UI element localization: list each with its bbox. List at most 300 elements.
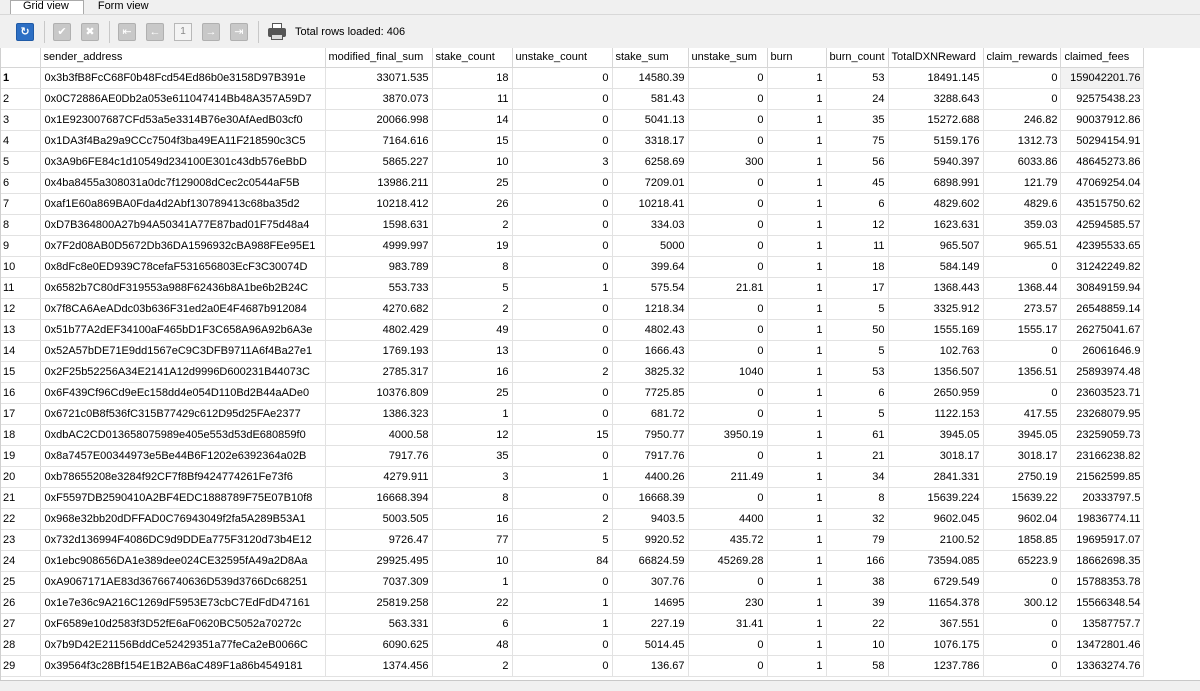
table-cell[interactable]: 23259059.73: [1061, 424, 1144, 445]
table-cell[interactable]: 6729.549: [888, 571, 983, 592]
table-cell[interactable]: 1312.73: [983, 130, 1061, 151]
table-cell[interactable]: 45269.28: [688, 550, 767, 571]
table-cell[interactable]: 1: [767, 256, 826, 277]
page-number-input[interactable]: 1: [174, 23, 192, 41]
column-header[interactable]: unstake_count: [512, 48, 612, 67]
table-cell[interactable]: 11: [826, 235, 888, 256]
table-cell[interactable]: 0: [983, 256, 1061, 277]
table-cell[interactable]: 12: [826, 214, 888, 235]
table-cell[interactable]: 1: [767, 172, 826, 193]
table-cell[interactable]: 0: [512, 445, 612, 466]
table-cell[interactable]: 2: [432, 655, 512, 676]
table-cell[interactable]: 0: [688, 571, 767, 592]
table-cell[interactable]: 1: [767, 67, 826, 88]
table-cell[interactable]: 553.733: [325, 277, 432, 298]
table-cell[interactable]: 334.03: [612, 214, 688, 235]
table-row[interactable]: [0, 130, 1144, 151]
table-cell[interactable]: 19: [432, 235, 512, 256]
table-cell[interactable]: 7917.76: [612, 445, 688, 466]
table-row[interactable]: [0, 550, 1144, 571]
table-cell[interactable]: 18662698.35: [1061, 550, 1144, 571]
table-cell[interactable]: 0: [688, 109, 767, 130]
cell-sender-address[interactable]: 0x1e7e36c9A216C1269dF5953E73cbC7EdFdD47161: [40, 592, 325, 613]
table-row[interactable]: [0, 529, 1144, 550]
table-cell[interactable]: 1386.323: [325, 403, 432, 424]
table-cell[interactable]: 4999.997: [325, 235, 432, 256]
table-cell[interactable]: 0: [688, 382, 767, 403]
table-cell[interactable]: 1: [767, 403, 826, 424]
table-cell[interactable]: 2750.19: [983, 466, 1061, 487]
table-cell[interactable]: 1: [767, 424, 826, 445]
table-cell[interactable]: 53: [826, 361, 888, 382]
table-cell[interactable]: 10376.809: [325, 382, 432, 403]
table-cell[interactable]: 2785.317: [325, 361, 432, 382]
cell-sender-address[interactable]: 0xD7B364800A27b94A50341A77E87bad01F75d48a4: [40, 214, 325, 235]
table-cell[interactable]: 0: [688, 487, 767, 508]
table-cell[interactable]: 399.64: [612, 256, 688, 277]
table-cell[interactable]: 0: [512, 256, 612, 277]
table-cell[interactable]: 5003.505: [325, 508, 432, 529]
table-cell[interactable]: 3018.17: [888, 445, 983, 466]
table-cell[interactable]: 1: [512, 613, 612, 634]
column-header[interactable]: burn_count: [826, 48, 888, 67]
table-cell[interactable]: 18: [826, 256, 888, 277]
table-cell[interactable]: 48645273.86: [1061, 151, 1144, 172]
table-cell[interactable]: 43515750.62: [1061, 193, 1144, 214]
table-cell[interactable]: 2100.52: [888, 529, 983, 550]
table-row[interactable]: [0, 424, 1144, 445]
table-row[interactable]: [0, 634, 1144, 655]
table-cell[interactable]: 1: [767, 655, 826, 676]
table-cell[interactable]: 0: [512, 109, 612, 130]
table-cell[interactable]: 4000.58: [325, 424, 432, 445]
table-cell[interactable]: 0: [512, 235, 612, 256]
table-row[interactable]: [0, 403, 1144, 424]
cell-sender-address[interactable]: 0x7f8CA6AeADdc03b636F31ed2a0E4F4687b912084: [40, 298, 325, 319]
data-grid[interactable]: [0, 48, 1200, 680]
table-cell[interactable]: 0: [512, 319, 612, 340]
table-cell[interactable]: 1122.153: [888, 403, 983, 424]
table-cell[interactable]: 5159.176: [888, 130, 983, 151]
table-cell[interactable]: 0: [983, 382, 1061, 403]
table-cell[interactable]: 4279.911: [325, 466, 432, 487]
table-cell[interactable]: 1623.631: [888, 214, 983, 235]
table-cell[interactable]: 3: [512, 151, 612, 172]
table-cell[interactable]: 0: [688, 235, 767, 256]
table-cell[interactable]: 1: [767, 487, 826, 508]
table-cell[interactable]: 17: [826, 277, 888, 298]
table-cell[interactable]: 4829.6: [983, 193, 1061, 214]
table-cell[interactable]: 14: [432, 109, 512, 130]
table-cell[interactable]: 26275041.67: [1061, 319, 1144, 340]
table-cell[interactable]: 1: [767, 151, 826, 172]
table-cell[interactable]: 22: [826, 613, 888, 634]
table-cell[interactable]: 1: [767, 550, 826, 571]
table-cell[interactable]: 1: [767, 613, 826, 634]
cell-sender-address[interactable]: 0x1ebc908656DA1e389dee024CE32595fA49a2D8Aa: [40, 550, 325, 571]
table-cell[interactable]: 8: [432, 256, 512, 277]
table-cell[interactable]: 0: [512, 487, 612, 508]
table-cell[interactable]: 14580.39: [612, 67, 688, 88]
table-cell[interactable]: 22: [432, 592, 512, 613]
table-cell[interactable]: 0: [512, 403, 612, 424]
table-cell[interactable]: 15788353.78: [1061, 571, 1144, 592]
table-cell[interactable]: 136.67: [612, 655, 688, 676]
table-row[interactable]: [0, 151, 1144, 172]
table-cell[interactable]: 0: [983, 634, 1061, 655]
cell-sender-address[interactable]: 0x52A57bDE71E9dd1567eC9C3DFB9711A6f4Ba27e1: [40, 340, 325, 361]
table-cell[interactable]: 29925.495: [325, 550, 432, 571]
table-cell[interactable]: 1598.631: [325, 214, 432, 235]
cell-sender-address[interactable]: 0xdbAC2CD013658075989e405e553d53dE680859f0: [40, 424, 325, 445]
table-cell[interactable]: 3318.17: [612, 130, 688, 151]
table-cell[interactable]: 0: [512, 634, 612, 655]
table-cell[interactable]: 47069254.04: [1061, 172, 1144, 193]
table-row[interactable]: [0, 655, 1144, 676]
table-cell[interactable]: 15639.22: [983, 487, 1061, 508]
table-cell[interactable]: 1666.43: [612, 340, 688, 361]
table-cell[interactable]: 23268079.95: [1061, 403, 1144, 424]
table-cell[interactable]: 24: [826, 88, 888, 109]
table-cell[interactable]: 42594585.57: [1061, 214, 1144, 235]
table-cell[interactable]: 5865.227: [325, 151, 432, 172]
table-cell[interactable]: 0: [512, 298, 612, 319]
table-cell[interactable]: 584.149: [888, 256, 983, 277]
table-cell[interactable]: 35: [432, 445, 512, 466]
column-header[interactable]: stake_count: [432, 48, 512, 67]
table-cell[interactable]: 66824.59: [612, 550, 688, 571]
table-cell[interactable]: 6: [432, 613, 512, 634]
table-cell[interactable]: 13587757.7: [1061, 613, 1144, 634]
table-cell[interactable]: 31242249.82: [1061, 256, 1144, 277]
table-cell[interactable]: 12: [432, 424, 512, 445]
table-cell[interactable]: 58: [826, 655, 888, 676]
table-cell[interactable]: 1: [767, 592, 826, 613]
table-cell[interactable]: 0: [512, 655, 612, 676]
table-cell[interactable]: 1: [767, 214, 826, 235]
column-header[interactable]: claim_rewards: [983, 48, 1061, 67]
table-cell[interactable]: 31.41: [688, 613, 767, 634]
table-cell[interactable]: 227.19: [612, 613, 688, 634]
table-row[interactable]: [0, 487, 1144, 508]
column-header[interactable]: claimed_fees: [1061, 48, 1144, 67]
table-cell[interactable]: 23603523.71: [1061, 382, 1144, 403]
table-cell[interactable]: 1356.51: [983, 361, 1061, 382]
table-cell[interactable]: 8: [432, 487, 512, 508]
apply-button[interactable]: [53, 23, 71, 41]
table-cell[interactable]: 0: [688, 172, 767, 193]
table-cell[interactable]: 7037.309: [325, 571, 432, 592]
table-cell[interactable]: 1: [767, 298, 826, 319]
table-cell[interactable]: 38: [826, 571, 888, 592]
column-header[interactable]: sender_address: [40, 48, 325, 67]
first-page-button[interactable]: [118, 23, 136, 41]
cell-sender-address[interactable]: 0xA9067171AE83d36766740636D539d3766Dc68251: [40, 571, 325, 592]
table-cell[interactable]: 1374.456: [325, 655, 432, 676]
table-cell[interactable]: 77: [432, 529, 512, 550]
table-cell[interactable]: 0: [983, 88, 1061, 109]
table-cell[interactable]: 75: [826, 130, 888, 151]
table-cell[interactable]: 1769.193: [325, 340, 432, 361]
cell-sender-address[interactable]: 0x968e32bb20dDFFAD0C76943049f2fa5A289B53A1: [40, 508, 325, 529]
table-cell[interactable]: 211.49: [688, 466, 767, 487]
cell-sender-address[interactable]: 0x2F25b52256A34E2141A12d9996D600231B44073C: [40, 361, 325, 382]
table-cell[interactable]: 1: [767, 445, 826, 466]
table-cell[interactable]: 1: [767, 361, 826, 382]
cell-sender-address[interactable]: 0x8dFc8e0ED939C78cefaF531656803EcF3C30074D: [40, 256, 325, 277]
table-cell[interactable]: 92575438.23: [1061, 88, 1144, 109]
table-cell[interactable]: 581.43: [612, 88, 688, 109]
table-cell[interactable]: 13: [432, 340, 512, 361]
column-header[interactable]: TotalDXNReward: [888, 48, 983, 67]
table-cell[interactable]: 307.76: [612, 571, 688, 592]
table-cell[interactable]: 56: [826, 151, 888, 172]
table-cell[interactable]: 9602.045: [888, 508, 983, 529]
table-row[interactable]: [0, 298, 1144, 319]
table-cell[interactable]: 359.03: [983, 214, 1061, 235]
table-cell[interactable]: 0: [512, 340, 612, 361]
table-row[interactable]: [0, 508, 1144, 529]
table-cell[interactable]: 9920.52: [612, 529, 688, 550]
table-cell[interactable]: 681.72: [612, 403, 688, 424]
table-cell[interactable]: 1: [767, 235, 826, 256]
cancel-button[interactable]: [81, 23, 99, 41]
table-cell[interactable]: 10218.41: [612, 193, 688, 214]
table-cell[interactable]: 15566348.54: [1061, 592, 1144, 613]
cell-sender-address[interactable]: 0x1DA3f4Ba29a9CCc7504f3ba49EA11F218590c3C5: [40, 130, 325, 151]
table-cell[interactable]: 1: [767, 529, 826, 550]
table-cell[interactable]: 18: [432, 67, 512, 88]
table-cell[interactable]: 0: [512, 571, 612, 592]
table-cell[interactable]: 32: [826, 508, 888, 529]
table-cell[interactable]: 1237.786: [888, 655, 983, 676]
table-cell[interactable]: 16668.39: [612, 487, 688, 508]
table-cell[interactable]: 0: [983, 67, 1061, 88]
table-cell[interactable]: 3945.05: [888, 424, 983, 445]
table-cell[interactable]: 1: [767, 382, 826, 403]
cell-sender-address[interactable]: 0x4ba8455a308031a0dc7f129008dCec2c0544aF5B: [40, 172, 325, 193]
table-cell[interactable]: 25819.258: [325, 592, 432, 613]
table-cell[interactable]: 1076.175: [888, 634, 983, 655]
table-cell[interactable]: 10: [432, 151, 512, 172]
table-cell[interactable]: 50294154.91: [1061, 130, 1144, 151]
table-cell[interactable]: 8: [826, 487, 888, 508]
table-cell[interactable]: 1368.44: [983, 277, 1061, 298]
table-cell[interactable]: 0: [512, 214, 612, 235]
table-row[interactable]: [0, 613, 1144, 634]
table-row[interactable]: [0, 382, 1144, 403]
table-cell[interactable]: 5: [826, 298, 888, 319]
table-cell[interactable]: 965.507: [888, 235, 983, 256]
table-cell[interactable]: 3950.19: [688, 424, 767, 445]
table-cell[interactable]: 0: [512, 130, 612, 151]
table-cell[interactable]: 0: [688, 403, 767, 424]
table-cell[interactable]: 3825.32: [612, 361, 688, 382]
table-row[interactable]: [0, 172, 1144, 193]
table-cell[interactable]: 4400: [688, 508, 767, 529]
table-cell[interactable]: 2: [512, 361, 612, 382]
table-row[interactable]: [0, 571, 1144, 592]
table-cell[interactable]: 5: [826, 403, 888, 424]
table-cell[interactable]: 4802.43: [612, 319, 688, 340]
table-cell[interactable]: 7917.76: [325, 445, 432, 466]
table-cell[interactable]: 5940.397: [888, 151, 983, 172]
table-cell[interactable]: 5: [512, 529, 612, 550]
table-cell[interactable]: 33071.535: [325, 67, 432, 88]
table-cell[interactable]: 19695917.07: [1061, 529, 1144, 550]
table-row[interactable]: [0, 466, 1144, 487]
table-cell[interactable]: 1858.85: [983, 529, 1061, 550]
table-cell[interactable]: 9726.47: [325, 529, 432, 550]
table-cell[interactable]: 230: [688, 592, 767, 613]
table-cell[interactable]: 11654.378: [888, 592, 983, 613]
table-cell[interactable]: 6258.69: [612, 151, 688, 172]
table-cell[interactable]: 367.551: [888, 613, 983, 634]
table-cell[interactable]: 1: [767, 508, 826, 529]
table-cell[interactable]: 10: [826, 634, 888, 655]
table-cell[interactable]: 6033.86: [983, 151, 1061, 172]
table-cell[interactable]: 45: [826, 172, 888, 193]
table-cell[interactable]: 35: [826, 109, 888, 130]
cell-sender-address[interactable]: 0xaf1E60a869BA0Fda4d2Abf130789413c68ba35d2: [40, 193, 325, 214]
table-cell[interactable]: 14695: [612, 592, 688, 613]
table-cell[interactable]: 21: [826, 445, 888, 466]
table-cell[interactable]: 16: [432, 508, 512, 529]
refresh-button[interactable]: [16, 23, 34, 41]
table-cell[interactable]: 90037912.86: [1061, 109, 1144, 130]
cell-sender-address[interactable]: 0xF5597DB2590410A2BF4EDC1888789F75E07B10f8: [40, 487, 325, 508]
table-cell[interactable]: 18491.145: [888, 67, 983, 88]
table-cell[interactable]: 23166238.82: [1061, 445, 1144, 466]
table-cell[interactable]: 25: [432, 382, 512, 403]
table-cell[interactable]: 6: [826, 193, 888, 214]
column-header[interactable]: unstake_sum: [688, 48, 767, 67]
table-cell[interactable]: 13986.211: [325, 172, 432, 193]
table-cell[interactable]: 6: [826, 382, 888, 403]
cell-sender-address[interactable]: 0x3b3fB8FcC68F0b48Fcd54Ed86b0e3158D97B391e: [40, 67, 325, 88]
table-cell[interactable]: 0: [512, 88, 612, 109]
table-cell[interactable]: 1: [767, 130, 826, 151]
table-cell[interactable]: 4400.26: [612, 466, 688, 487]
table-cell[interactable]: 0: [688, 193, 767, 214]
table-cell[interactable]: 30849159.94: [1061, 277, 1144, 298]
table-cell[interactable]: 79: [826, 529, 888, 550]
table-cell[interactable]: 1: [512, 592, 612, 613]
table-cell[interactable]: 6898.991: [888, 172, 983, 193]
table-cell[interactable]: 0: [688, 298, 767, 319]
table-cell[interactable]: 25: [432, 172, 512, 193]
table-cell[interactable]: 300: [688, 151, 767, 172]
table-cell[interactable]: 25893974.48: [1061, 361, 1144, 382]
table-cell[interactable]: 3288.643: [888, 88, 983, 109]
table-cell[interactable]: 1: [767, 634, 826, 655]
table-cell[interactable]: 1: [767, 277, 826, 298]
table-cell[interactable]: 1: [767, 319, 826, 340]
table-cell[interactable]: 1356.507: [888, 361, 983, 382]
table-cell[interactable]: 7164.616: [325, 130, 432, 151]
table-cell[interactable]: 2: [432, 298, 512, 319]
table-cell[interactable]: 9403.5: [612, 508, 688, 529]
table-cell[interactable]: 1: [767, 466, 826, 487]
table-cell[interactable]: 5: [432, 277, 512, 298]
table-cell[interactable]: 0: [512, 382, 612, 403]
table-cell[interactable]: 0: [688, 88, 767, 109]
next-page-button[interactable]: [202, 23, 220, 41]
table-cell[interactable]: 1: [767, 88, 826, 109]
table-cell[interactable]: 983.789: [325, 256, 432, 277]
table-cell[interactable]: 1: [432, 403, 512, 424]
table-cell[interactable]: 15272.688: [888, 109, 983, 130]
table-row[interactable]: [0, 235, 1144, 256]
cell-sender-address[interactable]: 0x6F439Cf96Cd9eEc158dd4e054D110Bd2B44aADe0: [40, 382, 325, 403]
cell-sender-address[interactable]: 0x3A9b6FE84c1d10549d234100E301c43db576eBbD: [40, 151, 325, 172]
table-cell[interactable]: 39: [826, 592, 888, 613]
table-cell[interactable]: 1: [512, 277, 612, 298]
prev-page-button[interactable]: [146, 23, 164, 41]
table-cell[interactable]: 0: [688, 67, 767, 88]
tab-form-view[interactable]: Form view: [97, 0, 149, 12]
table-cell[interactable]: 16: [432, 361, 512, 382]
table-cell[interactable]: 48: [432, 634, 512, 655]
table-cell[interactable]: 61: [826, 424, 888, 445]
table-row[interactable]: [0, 445, 1144, 466]
table-cell[interactable]: 53: [826, 67, 888, 88]
table-cell[interactable]: 9602.04: [983, 508, 1061, 529]
table-cell[interactable]: 6090.625: [325, 634, 432, 655]
table-cell[interactable]: 0: [512, 172, 612, 193]
table-row[interactable]: [0, 109, 1144, 130]
cell-sender-address[interactable]: 0xb78655208e3284f92CF7f8Bf9424774261Fe73f6: [40, 466, 325, 487]
table-cell[interactable]: 1040: [688, 361, 767, 382]
table-row[interactable]: [0, 214, 1144, 235]
table-cell[interactable]: 300.12: [983, 592, 1061, 613]
cell-sender-address[interactable]: 0x39564f3c28Bf154E1B2AB6aC489F1a86b4549181: [40, 655, 325, 676]
table-cell[interactable]: 26548859.14: [1061, 298, 1144, 319]
table-row[interactable]: [0, 592, 1144, 613]
table-cell[interactable]: 1: [512, 466, 612, 487]
table-cell[interactable]: 5041.13: [612, 109, 688, 130]
column-header[interactable]: modified_final_sum: [325, 48, 432, 67]
table-cell[interactable]: 73594.085: [888, 550, 983, 571]
table-cell[interactable]: 0: [688, 634, 767, 655]
table-cell[interactable]: 0: [983, 613, 1061, 634]
table-cell[interactable]: 10218.412: [325, 193, 432, 214]
table-cell[interactable]: 2: [512, 508, 612, 529]
table-row[interactable]: [0, 361, 1144, 382]
table-cell[interactable]: 21562599.85: [1061, 466, 1144, 487]
table-cell[interactable]: 563.331: [325, 613, 432, 634]
table-cell[interactable]: 11: [432, 88, 512, 109]
tab-grid-view[interactable]: Grid view: [10, 0, 84, 14]
table-cell[interactable]: 13472801.46: [1061, 634, 1144, 655]
table-cell[interactable]: 273.57: [983, 298, 1061, 319]
table-cell[interactable]: 3945.05: [983, 424, 1061, 445]
table-cell[interactable]: 21.81: [688, 277, 767, 298]
cell-sender-address[interactable]: 0x8a7457E00344973e5Be44B6F1202e6392364a02B: [40, 445, 325, 466]
table-cell[interactable]: 0: [983, 340, 1061, 361]
table-cell[interactable]: 1555.169: [888, 319, 983, 340]
table-cell[interactable]: 4829.602: [888, 193, 983, 214]
column-header[interactable]: burn: [767, 48, 826, 67]
cell-sender-address[interactable]: 0x6721c0B8f536fC315B77429c612D95d25FAe2377: [40, 403, 325, 424]
cell-sender-address[interactable]: 0x51b77A2dEF34100aF465bD1F3C658A96A92b6A3e: [40, 319, 325, 340]
cell-sender-address[interactable]: 0x6582b7C80dF319553a988F62436b8A1be6b2B24C: [40, 277, 325, 298]
table-cell[interactable]: 417.55: [983, 403, 1061, 424]
table-cell[interactable]: 34: [826, 466, 888, 487]
table-cell[interactable]: 0: [688, 214, 767, 235]
cell-sender-address[interactable]: 0xF6589e10d2583f3D52fE6aF0620BC5052a70272c: [40, 613, 325, 634]
table-cell[interactable]: 13363274.76: [1061, 655, 1144, 676]
